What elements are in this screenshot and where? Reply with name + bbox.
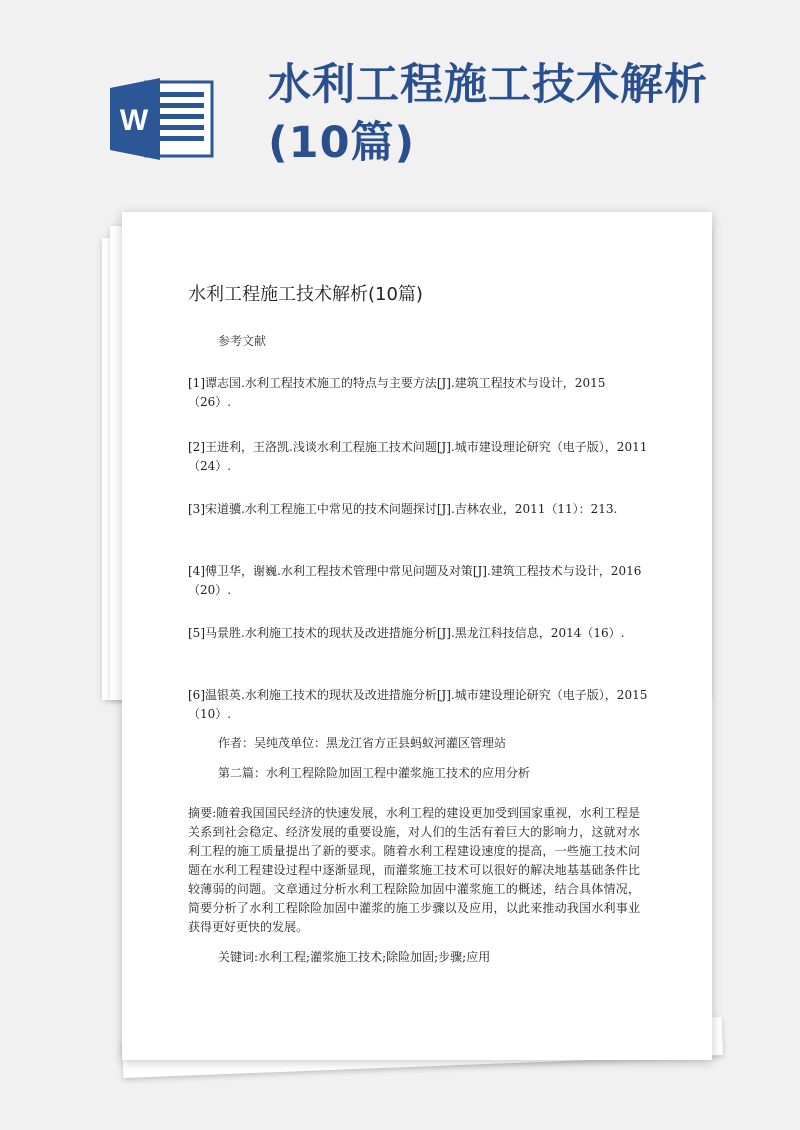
document-page [122, 212, 712, 1060]
page-title: 水利工程施工技术解析(10篇) [268, 60, 708, 168]
keywords-line: 关键词:水利工程;灌浆施工技术;除险加固;步骤;应用 [218, 950, 491, 964]
reference-item: [6]温银英.水利施工技术的现状及改进措施分析[J].城市建设理论研究（电子版），2015（10）. [188, 688, 648, 721]
word-document-icon [110, 78, 214, 160]
reference-item: [2]王进利，王洛凯.浅谈水利工程施工技术问题[J].城市建设理论研究（电子版），2011（24）. [188, 440, 648, 473]
logo-letter: W [119, 104, 149, 137]
reference-item: [5]马景胜.水利施工技术的现状及改进措施分析[J].黑龙江科技信息，2014（16）. [188, 626, 625, 640]
reference-item: [1]谭志国.水利工程技术施工的特点与主要方法[J].建筑工程技术与设计，2015（26）. [188, 376, 606, 409]
reference-item: [4]傅卫华，谢巍.水利工程技术管理中常见问题及对策[J].建筑工程技术与设计，2016（20）. [188, 564, 642, 597]
abstract-paragraph: 摘要:随着我国国民经济的快速发展，水利工程的建设更加受到国家重视，水利工程是关系到社会稳定、经济发展的重要设施，对人们的生活有着巨大的影响力，这就对水利工程的施工质量提出了新的要求。随着水利工程建设速度的提高，一些施工技术问题在水利工程建设过程中逐渐显现，而灌浆施工技术可以很好的解决地基基础条件比较薄弱的问题。文章通过分析水利工程除险加固中灌浆施工的概述，结合具体情况，简要分析了水利工程除险加固中灌浆的施工步骤以及应用，以此来推动我国水利事业获得更好更快的发展。 [188, 806, 640, 934]
reference-item: [3]宋道骥.水利工程施工中常见的技术问题探讨[J].吉林农业，2011（11）：213. [188, 502, 618, 516]
section-title: 第二篇：水利工程除险加固工程中灌浆施工技术的应用分析 [218, 766, 531, 780]
document-title: 水利工程施工技术解析(10篇) [188, 284, 423, 305]
author-line: 作者：吴纯茂单位：黑龙江省方正县蚂蚁河灌区管理站 [218, 736, 507, 750]
references-heading: 参考文献 [218, 334, 267, 348]
